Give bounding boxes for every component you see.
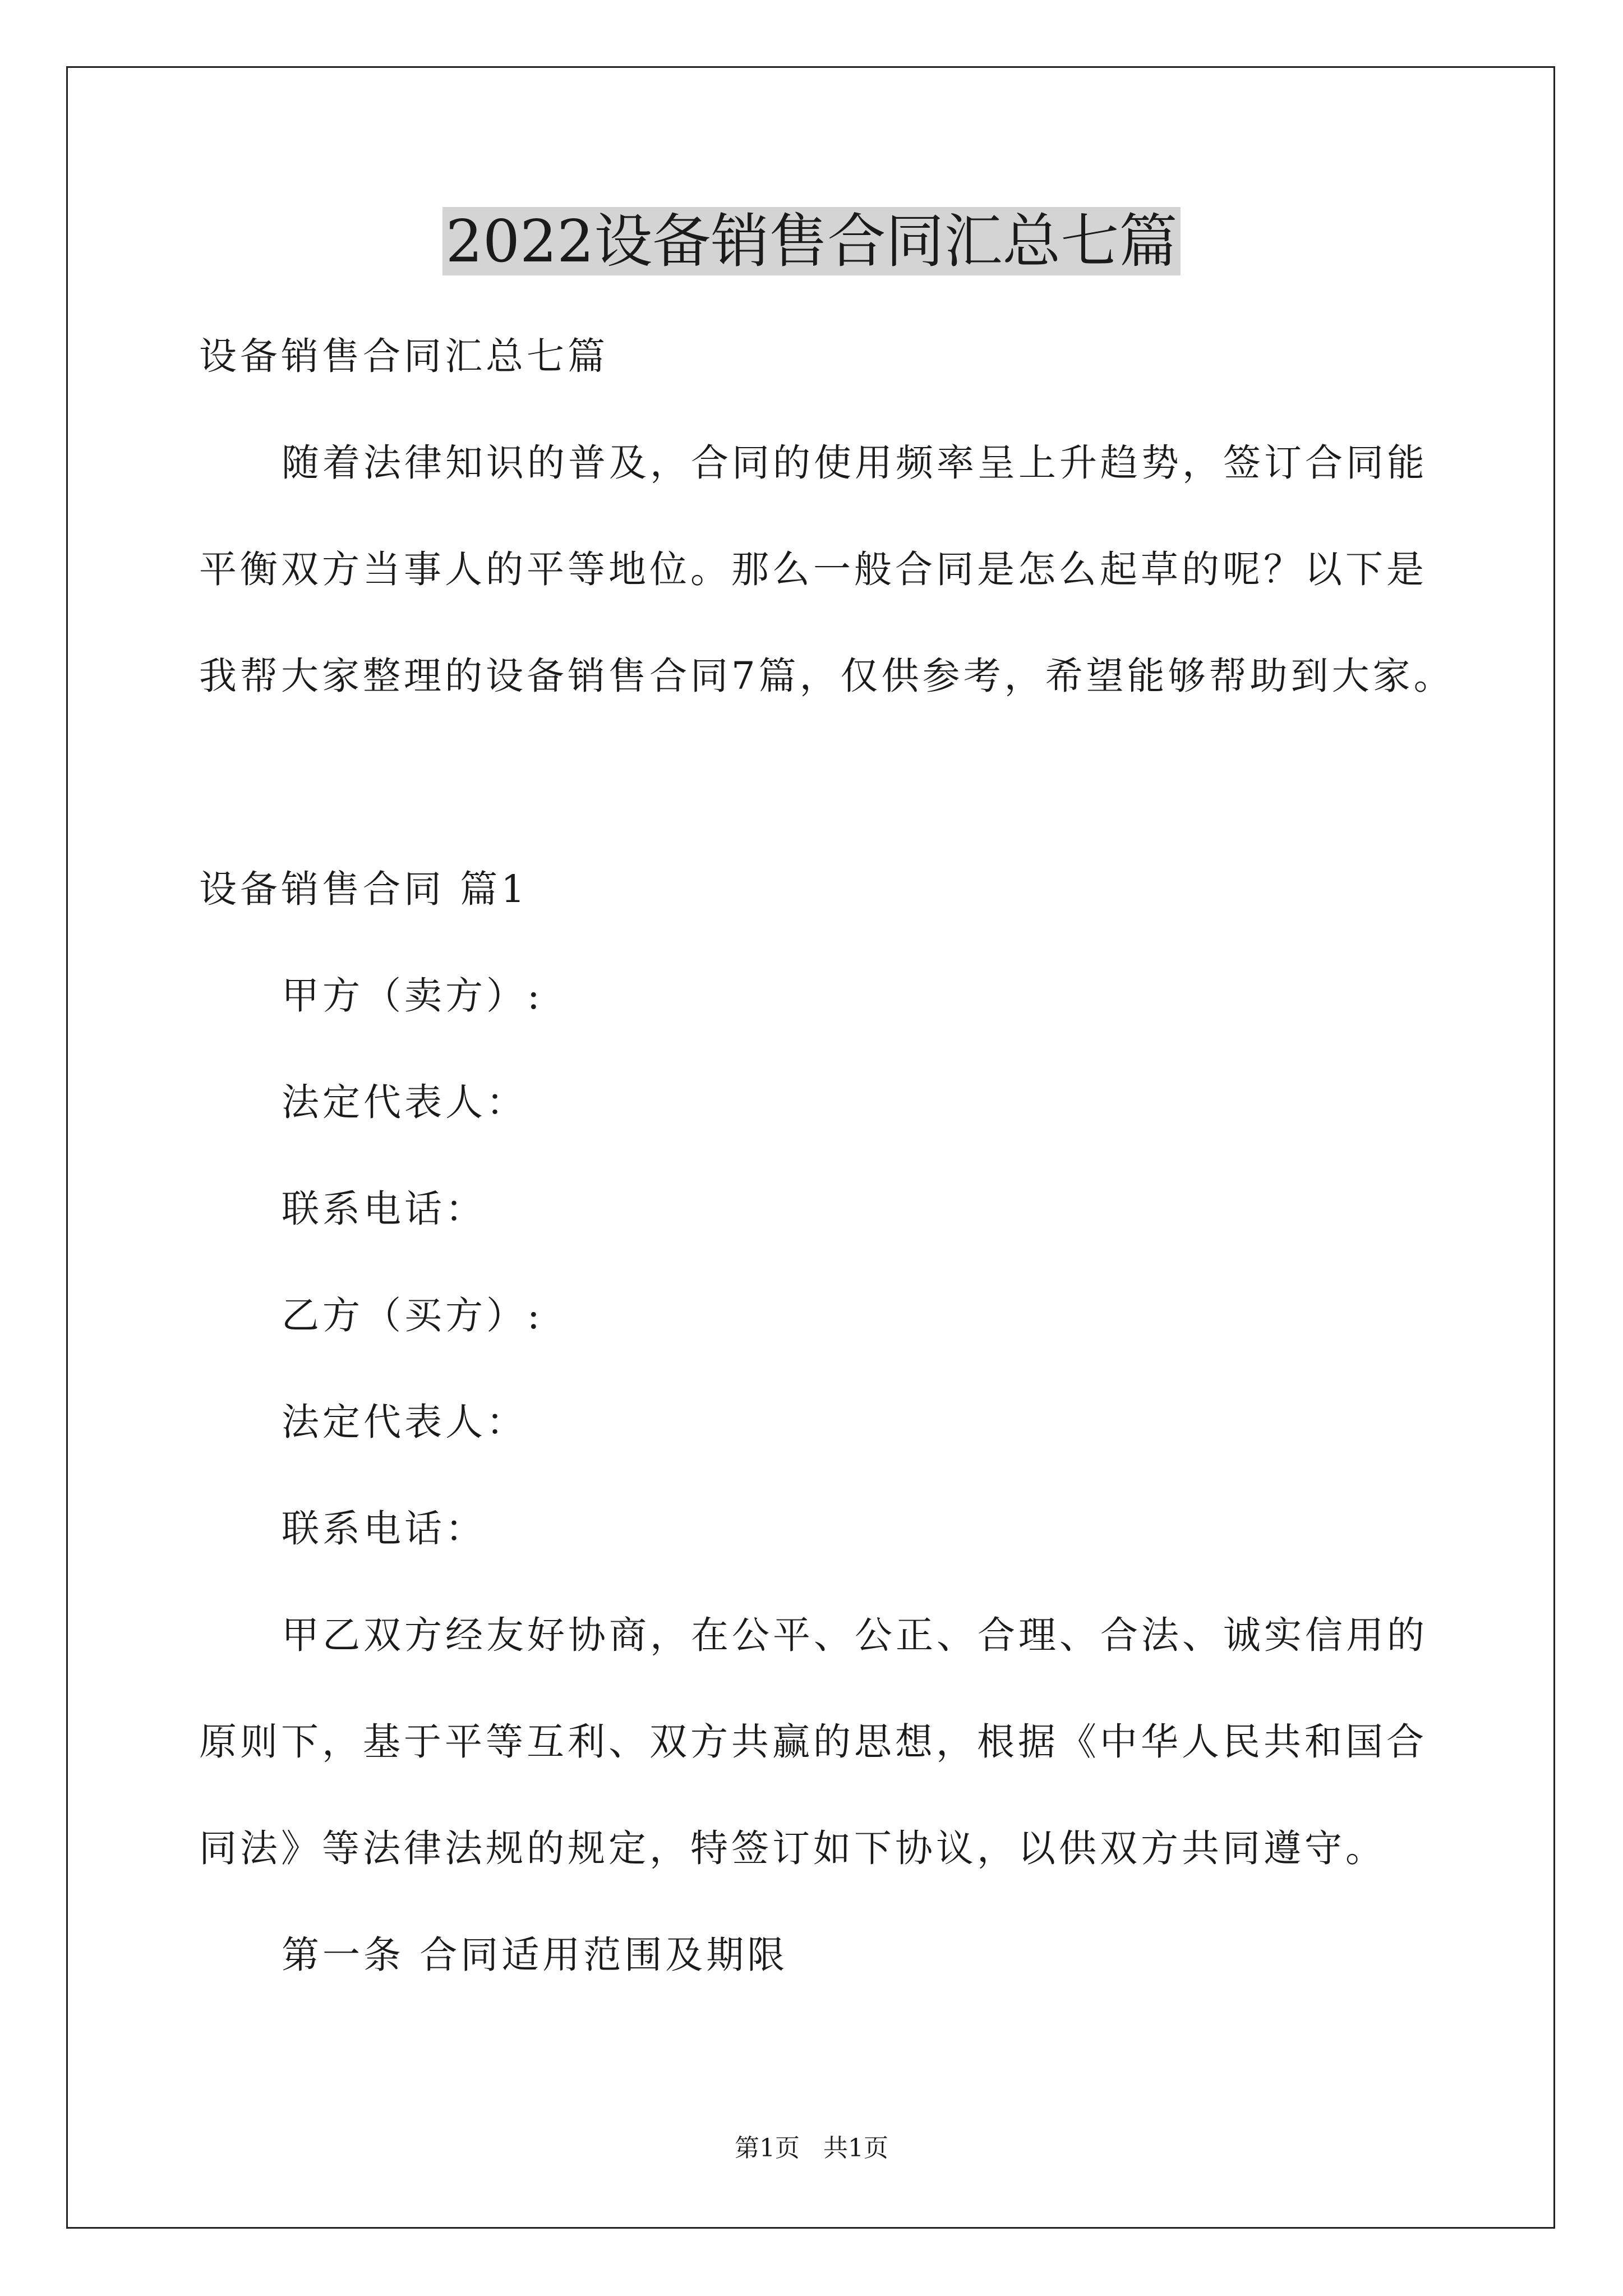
document-subtitle: 设备销售合同汇总七篇 [199,334,608,378]
field-buyer-representative: 法定代表人： [282,1400,527,1444]
field-seller-phone: 联系电话： [282,1187,486,1231]
body-line-2: 原则下，基于平等互利、双方共赢的思想，根据《中华人民共和国合 [199,1720,1427,1764]
field-buyer-phone: 联系电话： [282,1507,486,1550]
document-title: 2022设备销售合同汇总七篇 [0,199,1623,283]
total-pages: 共1页 [823,2134,888,2162]
page-footer [0,2132,1623,2165]
intro-line-1: 随着法律知识的普及，合同的使用频率呈上升趋势，签订合同能 [282,441,1428,485]
body-line-3: 同法》等法律法规的规定，特签订如下协议，以供双方共同遵守。 [199,1826,1386,1870]
page-border [66,66,1555,2229]
field-buyer: 乙方（买方）: [282,1294,543,1337]
intro-line-3: 我帮大家整理的设备销售合同7篇，仅供参考，希望能够帮助到大家。 [199,654,1455,698]
section-heading: 设备销售合同 篇1 [199,867,528,911]
body-line-1: 甲乙双方经友好协商，在公平、公正、合理、合法、诚实信用的 [282,1613,1428,1657]
field-seller-representative: 法定代表人： [282,1080,527,1124]
article-heading: 第一条 合同适用范围及期限 [282,1933,789,1977]
field-seller: 甲方（卖方）: [282,974,543,1018]
intro-line-2: 平衡双方当事人的平等地位。那么一般合同是怎么起草的呢？以下是 [199,547,1427,591]
current-page-number: 第1页 [735,2134,800,2162]
